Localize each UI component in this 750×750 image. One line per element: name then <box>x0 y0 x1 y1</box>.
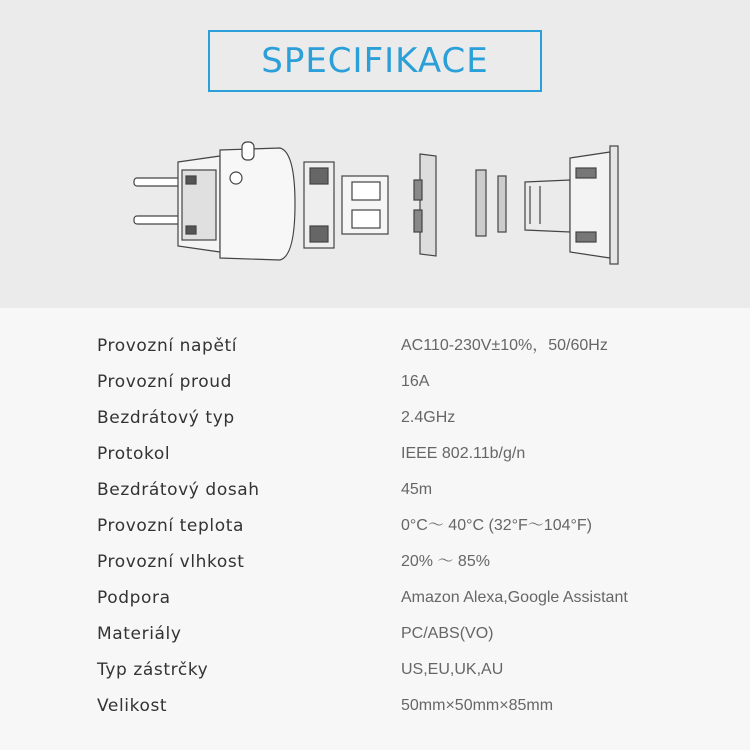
spec-value: 0°C～ 40°C (32°F～104°F) <box>401 517 592 534</box>
spec-value: 16A <box>401 373 430 390</box>
spec-value: IEEE 802.11b/g/n <box>401 445 526 462</box>
spec-value: PC/ABS(VO) <box>401 625 494 642</box>
spec-value: 45m <box>401 481 433 498</box>
hero-section <box>0 0 750 308</box>
title-box <box>208 30 542 92</box>
spec-row-operating-voltage <box>0 328 750 364</box>
spec-row-wireless-range <box>0 472 750 508</box>
spec-value: 20% ～ 85% <box>401 553 490 570</box>
spec-label: Bezdrátový dosah <box>97 480 260 500</box>
spec-value: AC110-230V±10%，50/60Hz <box>401 337 608 354</box>
spec-row-materials <box>0 616 750 652</box>
spec-row-operating-humidity <box>0 544 750 580</box>
spec-value: 50mm×50mm×85mm <box>401 697 554 714</box>
page-title: SPECIFIKACE <box>261 41 489 81</box>
spec-row-support <box>0 580 750 616</box>
exploded-plug-illustration <box>120 140 630 270</box>
spec-label: Provozní napětí <box>97 336 238 356</box>
spec-value: Amazon Alexa,Google Assistant <box>401 589 628 606</box>
spec-row-plug-type <box>0 652 750 688</box>
spec-label: Provozní teplota <box>97 516 244 536</box>
spec-label: Typ zástrčky <box>97 660 209 680</box>
spec-value: 2.4GHz <box>401 409 456 426</box>
spec-row-protocol <box>0 436 750 472</box>
spec-row-operating-temperature <box>0 508 750 544</box>
spec-label: Provozní proud <box>97 372 233 392</box>
spec-label: Podpora <box>97 588 171 608</box>
spec-label: Velikost <box>97 696 168 716</box>
spec-label: Bezdrátový typ <box>97 408 235 428</box>
spec-row-size <box>0 688 750 724</box>
spec-row-operating-current <box>0 364 750 400</box>
spec-value: US,EU,UK,AU <box>401 661 504 678</box>
spec-row-wireless-type <box>0 400 750 436</box>
spec-label: Materiály <box>97 624 182 644</box>
spec-label: Provozní vlhkost <box>97 552 245 572</box>
spec-label: Protokol <box>97 444 171 464</box>
